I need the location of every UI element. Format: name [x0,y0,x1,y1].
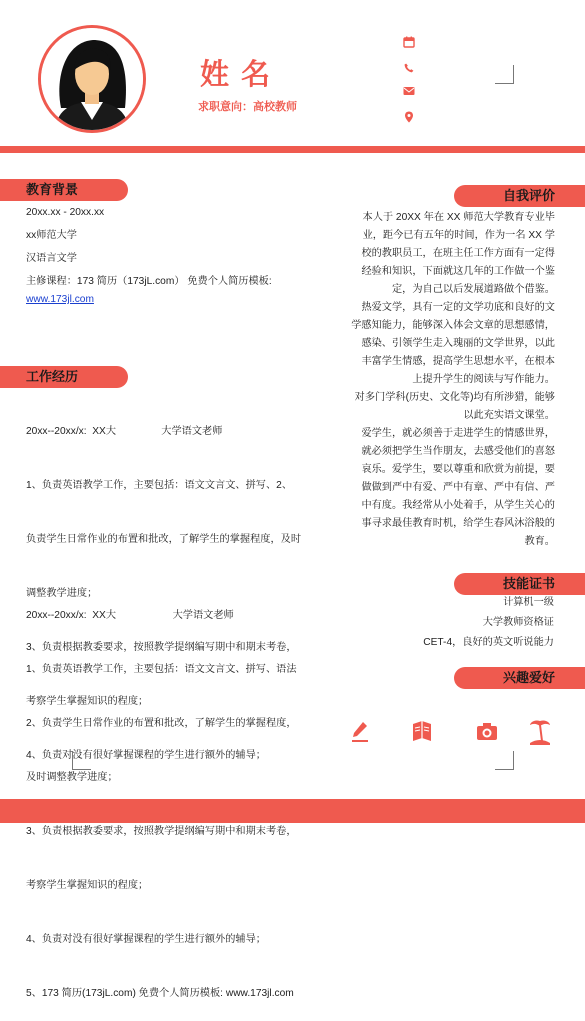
job-1-line: 负责学生日常作业的布置和批改，了解学生的掌握程度，及时 [26,534,302,545]
education-major: 汉语言文学 [26,253,77,264]
job-1-line: 3、负责根据教委要求，按照教学提纲编写期中和期末考卷， [26,642,297,653]
location-icon [403,110,415,122]
corner-mark [72,751,91,770]
education-link[interactable]: www.173jl.com [26,294,94,305]
experience-header [0,366,128,388]
email-icon [403,84,415,96]
job-1-line: 调整教学进度； [26,588,98,599]
job-2-line: 及时调整教学进度； [26,772,118,783]
self-eval-header [454,185,585,207]
self-eval-line: 业，距今已有五年的时间，作为一名 XX 学 [362,230,555,241]
self-eval-line: 对多门学科(历史、文化等)均有所涉猎，能够 [354,392,555,403]
job-2-line: 3、负责根据教委要求，按照教学提纲编写期中和期末考卷， [26,826,297,837]
self-eval-section [348,209,555,551]
job-2-line: 5、173 简历(173jL.com) 免费个人简历模板: www.173jl.com [26,988,294,999]
skill-item: 大学教师资格证 [482,617,554,628]
education-title: 教育背景 [26,182,79,197]
writing-icon [351,721,369,748]
job-2-line: 4、负责对没有很好掌握课程的学生进行额外的辅导； [26,934,266,945]
self-eval-line: 丰富学生情感，提高学生思想水平，在根本 [361,356,555,367]
education-section [26,204,316,309]
corner-mark [495,751,514,770]
self-eval-line: 爱学生，就必须善于走进学生的情感世界， [361,428,555,439]
self-eval-line: 经验和知识，下面就这几年的工作做一个鉴 [361,266,555,277]
footer-bar [0,799,585,823]
profile-avatar [38,25,146,133]
education-period: 20xx.xx - 20xx.xx [26,207,105,218]
job-1-header: 20xx--20xx/x: XX大 大学语文老师 [26,426,223,437]
self-eval-line: 以此充实语文课堂。 [463,410,555,421]
skill-item: CET-4，良好的英文听说能力 [423,637,554,648]
self-eval-line: 做做到严中有爱、严中有章、严中有信、严 [361,482,555,493]
phone-icon [403,61,415,73]
education-header [0,179,128,201]
job-intent: 求职意向：高校教师 [198,101,297,113]
corner-mark [495,65,514,84]
calendar-icon [403,35,415,47]
self-eval-line: 本人于 20XX 年在 XX 师范大学教育专业毕 [362,212,555,223]
job-2-line: 1、负责英语教学工作，主要包括：语文文言文、拼写、语法 [26,664,297,675]
job-2-line: 考察学生掌握知识的程度； [26,880,149,891]
job-1-line: 4、负责对没有很好掌握课程的学生进行额外的辅导； [26,750,266,761]
self-eval-line: 哀乐。爱学生，要以尊重和欣赏为前提，要 [361,464,555,475]
candidate-name: 姓名 [200,59,283,91]
job-2-line: 2、负责学生日常作业的布置和批改，了解学生的掌握程度， [26,718,297,729]
self-eval-line: 教育。 [524,536,555,547]
beach-icon [528,717,552,750]
education-school: xx师范大学 [26,230,77,241]
self-eval-line: 校的教职员工，在班主任工作方面有一定得 [361,248,555,259]
self-eval-line: 热爱文学，具有一定的文学功底和良好的文 [361,302,555,313]
self-eval-line: 事寻求最佳教育时机，给学生春风沐浴般的 [361,518,555,529]
education-courses: 主修课程：173 简历（173jL.com） 免费个人简历模板: [26,276,272,287]
experience-job-2 [26,571,326,1021]
hobbies-header [454,667,585,689]
experience-title: 工作经历 [26,369,79,384]
skills-title: 技能证书 [502,576,555,591]
self-eval-line: 就必须把学生当作朋友，去感受他们的喜怒 [361,446,555,457]
self-eval-line: 上提升学生的阅读与写作能力。 [412,374,555,385]
camera-icon [476,721,498,746]
books-icon [411,719,433,748]
job-1-line: 考察学生掌握知识的程度； [26,696,149,707]
self-eval-title: 自我评价 [502,188,555,203]
skills-header [454,573,585,595]
header-divider [0,146,585,153]
skills-section [380,594,554,652]
self-eval-line: 感染、引领学生走入瑰丽的文学世界，以此 [361,338,555,349]
self-eval-line: 中有度。我经常从小处着手，从学生关心的 [361,500,555,511]
job-1-line: 1、负责英语教学工作，主要包括：语文文言文、拼写、2、 [26,480,293,491]
skill-item: 计算机一级 [503,597,554,608]
self-eval-line: 学感知能力，能够深入体会文章的思想感情， [351,320,555,331]
hobbies-title: 兴趣爱好 [502,670,555,685]
self-eval-line: 定，为自己以后发展道路做个借鉴。 [392,284,555,295]
job-2-header: 20xx--20xx/x: XX大 大学语文老师 [26,610,234,621]
